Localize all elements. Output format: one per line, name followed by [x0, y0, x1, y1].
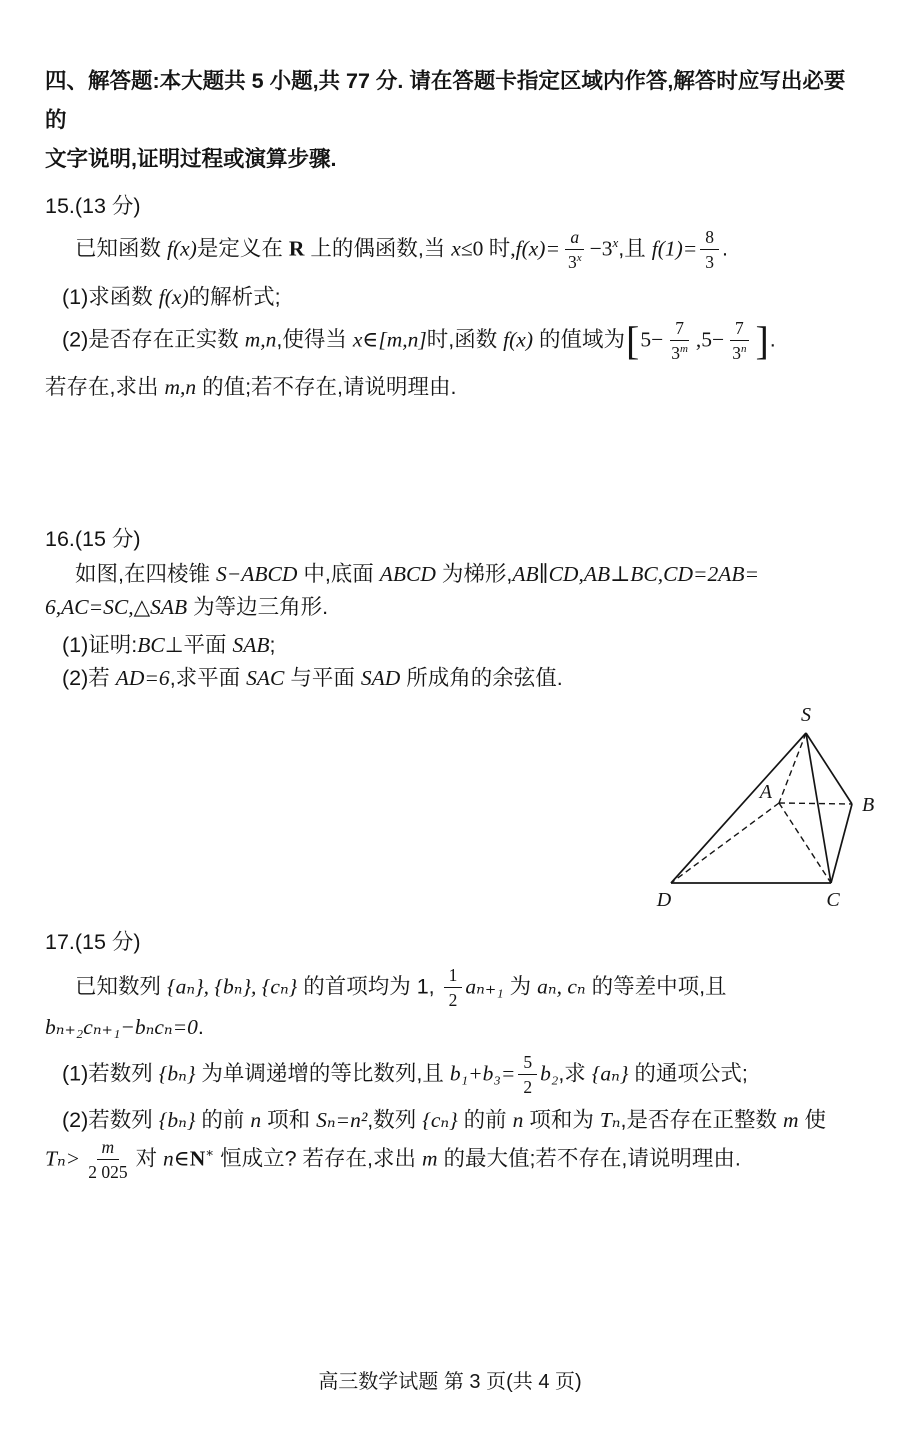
math-run: N [189, 1146, 206, 1171]
fraction-numerator: 7 [730, 318, 749, 341]
math-run: f(x) [158, 285, 189, 310]
fraction-numerator: 8 [700, 227, 719, 250]
text-run: ,使得当 [276, 327, 353, 352]
fraction [83, 1137, 132, 1182]
den-exponent: n [740, 343, 747, 356]
text-run: ,数列 [367, 1108, 423, 1132]
math-run: {aₙ} [591, 1061, 629, 1086]
superscript-star: ∗ [205, 1145, 215, 1161]
math-run: SAB [232, 632, 270, 657]
math-run: f(1)= [651, 236, 698, 261]
fraction [666, 318, 693, 363]
text-run: ,求平面 [169, 665, 247, 690]
fraction-denominator [563, 250, 587, 272]
heading-line-1: 四、解答题:本大题共 5 小题,共 77 分. 请在答题卡指定区域内作答,解答时应写出必要的 [45, 69, 846, 132]
math-run: −3 [589, 236, 613, 261]
text-run: 已知数列 [75, 973, 167, 998]
math-run: aₙ₊₁ [465, 973, 504, 998]
exponent: x [612, 235, 619, 251]
vertex-label-s: S [801, 703, 811, 726]
problem-16-label: 16.(15 分) [45, 526, 141, 551]
problem-15-part-1 [45, 280, 858, 314]
fraction [444, 965, 463, 1010]
math-run: f(x)= [515, 236, 560, 261]
text-run: 所成角的余弦值. [400, 665, 563, 690]
text-run: . [769, 327, 776, 352]
fraction-denominator: 2 [448, 989, 458, 1010]
problem-17-part-2-line-2 [45, 1137, 858, 1182]
text-run: 的值;若不存在,请说明理由. [196, 374, 457, 399]
math-run: b₁+b₃= [449, 1061, 516, 1086]
text-run: 的等差中项,且 [585, 973, 727, 998]
left-bracket: [ [626, 317, 640, 363]
math-run: AB∥CD,AB⊥BC,CD=2AB= [512, 561, 760, 586]
text-run: 对 [135, 1146, 164, 1171]
exam-page [0, 62, 900, 1182]
text-run: 的解析式; [188, 285, 281, 310]
math-run: 5− [640, 327, 664, 352]
math-run: ABCD [379, 561, 436, 586]
math-run: SAD [360, 665, 401, 690]
comma: , [695, 327, 702, 352]
problem-16-intro-line-2 [45, 591, 858, 624]
problem-16-part-1 [45, 629, 858, 662]
text-run: 的值域为 [533, 327, 625, 352]
text-run: . [722, 236, 729, 261]
text-run: 是定义在 [196, 236, 289, 261]
fraction-numerator: 5 [518, 1052, 537, 1075]
math-run: m,n [164, 374, 197, 399]
text-run: 为等边三角形. [187, 594, 329, 619]
math-run: f(x) [166, 236, 197, 261]
math-run: n [512, 1108, 524, 1132]
text-run: 恒成立? 若存在,求出 [214, 1146, 422, 1171]
math-run: m [421, 1146, 438, 1171]
fraction-numerator: 1 [444, 965, 463, 988]
math-run: m,n [244, 327, 277, 352]
text-run: ,求 [558, 1061, 592, 1086]
fraction-denominator [727, 341, 751, 363]
text-run: 的通项公式; [628, 1061, 748, 1086]
problem-15-tail [45, 370, 858, 404]
den-base: 3 [732, 343, 741, 364]
fraction [727, 318, 751, 363]
problem-16-part-2 [45, 662, 858, 695]
text-run: (1)证明: [62, 632, 138, 657]
vertex-label-b: B [862, 793, 875, 816]
text-run: 的首项均为 1, [297, 973, 441, 998]
text-run: 项和为 [523, 1108, 600, 1132]
vertex-label-a: A [759, 780, 772, 803]
math-run: x [451, 236, 461, 261]
fraction-numerator: a [565, 227, 584, 250]
math-run: aₙ, cₙ [537, 973, 586, 998]
problem-16-intro-line-1 [45, 558, 858, 591]
right-bracket: ] [755, 317, 769, 363]
fraction-numerator: 7 [670, 318, 689, 341]
text-run: . [197, 1014, 204, 1039]
text-run: (2)若 [62, 665, 116, 690]
text-run: 为单调递增的等比数列,且 [195, 1061, 450, 1086]
text-run: 时,函数 [426, 327, 504, 352]
fraction [563, 227, 587, 272]
fraction-denominator: 2 025 [88, 1162, 128, 1183]
text-run: 上的偶函数,当 [304, 236, 452, 261]
math-run: n [250, 1108, 262, 1132]
fraction [518, 1052, 537, 1097]
math-run: 5− [701, 327, 725, 352]
text-run: 项和 [261, 1108, 317, 1132]
fraction-denominator: 3 [705, 252, 715, 273]
text-run: ≤0 时, [460, 236, 516, 261]
den-exponent: x [576, 252, 582, 265]
math-run: R [288, 236, 305, 261]
heading-line-2: 文字说明,证明过程或演算步骤. [45, 147, 337, 171]
math-run: bₙ₊₂cₙ₊₁−bₙcₙ=0 [45, 1014, 198, 1039]
solid-edges [671, 733, 852, 883]
math-run: AD=6 [115, 665, 170, 690]
problem-17-intro-line-1 [45, 965, 858, 1010]
problem-17-intro-line-2 [45, 1010, 858, 1044]
text-run: ⊥平面 [164, 632, 233, 657]
problem-17-label: 17.(15 分) [45, 929, 141, 954]
problem-17-part-2-line-1 [45, 1103, 858, 1137]
math-run: Tₙ [599, 1108, 621, 1132]
pyramid-svg [616, 699, 896, 912]
dashed-edges [671, 733, 852, 883]
text-run: 为 [503, 973, 538, 998]
den-base: 3 [567, 252, 577, 273]
text-run: 中,底面 [297, 561, 380, 586]
math-run: {bₙ} [158, 1061, 196, 1086]
section-heading [45, 62, 858, 179]
text-run: 已知函数 [75, 236, 167, 261]
math-run: {cₙ} [422, 1108, 458, 1132]
text-run: 的前 [457, 1108, 513, 1132]
text-run: 的最大值;若不存在,请说明理由. [437, 1146, 741, 1171]
text-run: ,且 [618, 236, 652, 261]
fraction-denominator: 2 [523, 1076, 533, 1097]
text-run: 与平面 [284, 665, 361, 690]
fraction-denominator [666, 341, 693, 363]
problem-15-part-2 [45, 318, 858, 363]
text-run: 的前 [195, 1108, 251, 1132]
math-run: Tₙ> [45, 1146, 81, 1171]
math-run: {aₙ}, {bₙ}, {cₙ} [166, 973, 298, 998]
den-base: 3 [671, 343, 680, 364]
fraction-numerator: m [97, 1137, 120, 1160]
text-run: ,是否存在正整数 [620, 1108, 783, 1132]
fraction [700, 227, 719, 272]
text-run: 若存在,求出 [45, 374, 165, 399]
text-run: (1)求函数 [62, 285, 159, 310]
den-exponent: m [679, 343, 688, 356]
vertex-label-d: D [656, 888, 672, 911]
problem-17-part-1 [45, 1052, 858, 1097]
math-run: Sₙ=n² [316, 1108, 368, 1132]
math-run: m [782, 1108, 799, 1132]
math-run: S−ABCD [215, 561, 298, 586]
page-footer: 高三数学试题 第 3 页(共 4 页) [318, 1371, 582, 1393]
problem-15-intro [45, 227, 858, 272]
math-run: x∈[m,n] [352, 327, 427, 352]
text-run: 为梯形, [435, 561, 513, 586]
pyramid-figure [45, 699, 896, 917]
math-run: b₂ [540, 1061, 559, 1086]
math-run: BC [137, 632, 165, 657]
math-run: SAC [246, 665, 285, 690]
math-run: {bₙ} [158, 1108, 196, 1132]
text-run: (2)若数列 [62, 1108, 159, 1132]
text-run: (2)是否存在正实数 [62, 327, 245, 352]
math-run: 6,AC=SC,△SAB [45, 594, 188, 619]
math-run: n∈ [163, 1146, 190, 1171]
text-run: 使 [798, 1108, 826, 1132]
math-run: f(x) [503, 327, 534, 352]
text-run: (1)若数列 [62, 1061, 159, 1086]
text-run: 如图,在四棱锥 [75, 561, 216, 586]
text-run: ; [269, 632, 276, 657]
vertex-label-c: C [826, 888, 840, 911]
problem-15-label: 15.(13 分) [45, 194, 141, 218]
